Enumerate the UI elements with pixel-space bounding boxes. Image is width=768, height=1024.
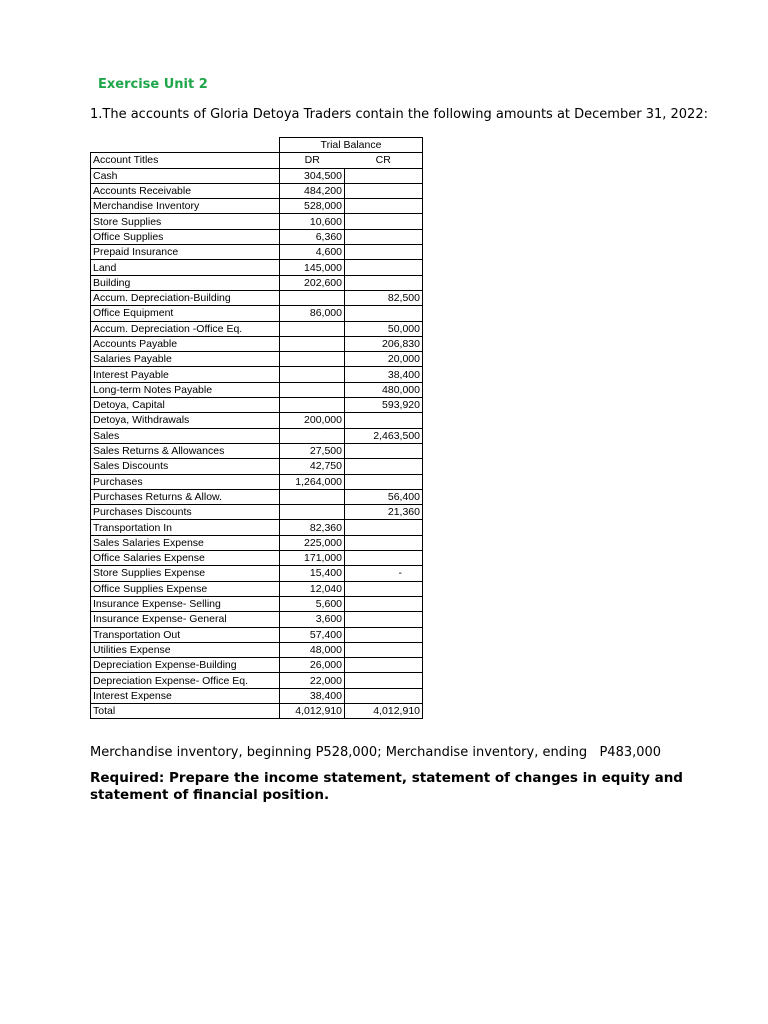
table-row xyxy=(91,474,423,489)
inventory-note: Merchandise inventory, beginning P528,000; Merchandise inventory, ending P483,000 xyxy=(90,745,662,760)
credit-cell xyxy=(345,535,423,550)
credit-cell xyxy=(345,260,423,275)
account-title-cell: Merchandise Inventory xyxy=(91,199,280,214)
credit-cell xyxy=(345,612,423,627)
credit-cell xyxy=(345,688,423,703)
debit-cell: 15,400 xyxy=(280,566,345,581)
trial-balance-table xyxy=(90,137,423,719)
table-row xyxy=(91,581,423,596)
table-row xyxy=(91,489,423,504)
table-row xyxy=(91,367,423,382)
table-row xyxy=(91,612,423,627)
table-row xyxy=(91,245,423,260)
table-row xyxy=(91,260,423,275)
table-row xyxy=(91,199,423,214)
credit-cell: 38,400 xyxy=(345,367,423,382)
credit-cell xyxy=(345,658,423,673)
credit-cell: 4,012,910 xyxy=(345,703,423,718)
debit-cell: 82,360 xyxy=(280,520,345,535)
debit-cell xyxy=(280,428,345,443)
account-title-cell: Sales xyxy=(91,428,280,443)
debit-cell xyxy=(280,290,345,305)
table-row xyxy=(91,352,423,367)
table-row xyxy=(91,459,423,474)
account-title-cell: Accounts Payable xyxy=(91,336,280,351)
account-title-cell: Building xyxy=(91,275,280,290)
credit-cell xyxy=(345,642,423,657)
credit-cell xyxy=(345,183,423,198)
account-title-cell: Office Salaries Expense xyxy=(91,551,280,566)
credit-cell: 206,830 xyxy=(345,336,423,351)
debit-cell xyxy=(280,398,345,413)
debit-cell: 6,360 xyxy=(280,229,345,244)
debit-cell: 4,600 xyxy=(280,245,345,260)
credit-cell xyxy=(345,443,423,458)
debit-cell: 200,000 xyxy=(280,413,345,428)
credit-cell xyxy=(345,596,423,611)
account-title-cell: Land xyxy=(91,260,280,275)
table-row xyxy=(91,703,423,718)
debit-cell: 27,500 xyxy=(280,443,345,458)
cr-column-header: CR xyxy=(345,153,423,168)
debit-cell: 202,600 xyxy=(280,275,345,290)
table-row xyxy=(91,229,423,244)
debit-cell: 38,400 xyxy=(280,688,345,703)
table-row xyxy=(91,413,423,428)
credit-cell: 20,000 xyxy=(345,352,423,367)
account-title-cell: Salaries Payable xyxy=(91,352,280,367)
debit-cell: 26,000 xyxy=(280,658,345,673)
table-row xyxy=(91,428,423,443)
debit-cell: 304,500 xyxy=(280,168,345,183)
debit-cell xyxy=(280,505,345,520)
table-row xyxy=(91,658,423,673)
table-row xyxy=(91,596,423,611)
table-row xyxy=(91,642,423,657)
account-title-cell: Cash xyxy=(91,168,280,183)
account-title-cell: Transportation Out xyxy=(91,627,280,642)
debit-cell: 4,012,910 xyxy=(280,703,345,718)
table-row xyxy=(91,168,423,183)
debit-cell xyxy=(280,382,345,397)
required-instruction: Required: Prepare the income statement, statement of changes in equity and statement of financial position. xyxy=(90,770,683,803)
account-title-cell: Accum. Depreciation -Office Eq. xyxy=(91,321,280,336)
account-title-cell: Transportation In xyxy=(91,520,280,535)
credit-cell: 480,000 xyxy=(345,382,423,397)
account-title-cell: Depreciation Expense-Building xyxy=(91,658,280,673)
debit-cell: 145,000 xyxy=(280,260,345,275)
table-row xyxy=(91,306,423,321)
account-titles-header: Account Titles xyxy=(91,153,280,168)
debit-cell: 5,600 xyxy=(280,596,345,611)
debit-cell: 48,000 xyxy=(280,642,345,657)
account-title-cell: Accounts Receivable xyxy=(91,183,280,198)
account-title-cell: Sales Discounts xyxy=(91,459,280,474)
table-row xyxy=(91,321,423,336)
credit-cell xyxy=(345,581,423,596)
trial-balance-group-header-row xyxy=(91,138,423,153)
dr-column-header: DR xyxy=(280,153,345,168)
problem-intro: 1.The accounts of Gloria Detoya Traders contain the following amounts at December 31, 2022: xyxy=(90,107,708,122)
account-title-cell: Office Supplies xyxy=(91,229,280,244)
column-header-row xyxy=(91,153,423,168)
account-title-cell: Accum. Depreciation-Building xyxy=(91,290,280,305)
debit-cell: 22,000 xyxy=(280,673,345,688)
debit-cell: 86,000 xyxy=(280,306,345,321)
credit-cell xyxy=(345,275,423,290)
table-row xyxy=(91,443,423,458)
exercise-heading: Exercise Unit 2 xyxy=(98,77,208,92)
credit-cell: 2,463,500 xyxy=(345,428,423,443)
account-title-cell: Interest Expense xyxy=(91,688,280,703)
table-row xyxy=(91,566,423,581)
table-row xyxy=(91,382,423,397)
table-row xyxy=(91,290,423,305)
credit-cell: - xyxy=(345,566,423,581)
table-row xyxy=(91,673,423,688)
account-title-cell: Sales Salaries Expense xyxy=(91,535,280,550)
header-spacer xyxy=(91,138,280,153)
credit-cell xyxy=(345,245,423,260)
table-row xyxy=(91,627,423,642)
table-row xyxy=(91,551,423,566)
debit-cell xyxy=(280,489,345,504)
debit-cell xyxy=(280,367,345,382)
debit-cell: 484,200 xyxy=(280,183,345,198)
debit-cell: 10,600 xyxy=(280,214,345,229)
debit-cell xyxy=(280,336,345,351)
debit-cell xyxy=(280,352,345,367)
credit-cell xyxy=(345,168,423,183)
account-title-cell: Total xyxy=(91,703,280,718)
debit-cell: 3,600 xyxy=(280,612,345,627)
table-row xyxy=(91,336,423,351)
account-title-cell: Detoya, Withdrawals xyxy=(91,413,280,428)
account-title-cell: Long-term Notes Payable xyxy=(91,382,280,397)
table-row xyxy=(91,520,423,535)
credit-cell xyxy=(345,214,423,229)
credit-cell: 56,400 xyxy=(345,489,423,504)
table-row xyxy=(91,398,423,413)
debit-cell: 171,000 xyxy=(280,551,345,566)
table-row xyxy=(91,535,423,550)
account-title-cell: Utilities Expense xyxy=(91,642,280,657)
credit-cell xyxy=(345,673,423,688)
account-title-cell: Store Supplies Expense xyxy=(91,566,280,581)
debit-cell: 225,000 xyxy=(280,535,345,550)
debit-cell: 42,750 xyxy=(280,459,345,474)
account-title-cell: Office Supplies Expense xyxy=(91,581,280,596)
credit-cell: 50,000 xyxy=(345,321,423,336)
credit-cell: 21,360 xyxy=(345,505,423,520)
table-row xyxy=(91,505,423,520)
credit-cell: 82,500 xyxy=(345,290,423,305)
credit-cell xyxy=(345,520,423,535)
credit-cell xyxy=(345,199,423,214)
account-title-cell: Office Equipment xyxy=(91,306,280,321)
debit-cell: 528,000 xyxy=(280,199,345,214)
credit-cell xyxy=(345,413,423,428)
table-row xyxy=(91,214,423,229)
table-row xyxy=(91,183,423,198)
credit-cell xyxy=(345,459,423,474)
credit-cell xyxy=(345,474,423,489)
table-row xyxy=(91,688,423,703)
account-title-cell: Detoya, Capital xyxy=(91,398,280,413)
credit-cell xyxy=(345,627,423,642)
account-title-cell: Purchases xyxy=(91,474,280,489)
table-row xyxy=(91,275,423,290)
credit-cell: 593,920 xyxy=(345,398,423,413)
account-title-cell: Purchases Discounts xyxy=(91,505,280,520)
account-title-cell: Interest Payable xyxy=(91,367,280,382)
account-title-cell: Insurance Expense- General xyxy=(91,612,280,627)
account-title-cell: Prepaid Insurance xyxy=(91,245,280,260)
credit-cell xyxy=(345,551,423,566)
debit-cell: 12,040 xyxy=(280,581,345,596)
credit-cell xyxy=(345,306,423,321)
trial-balance-header: Trial Balance xyxy=(280,138,423,153)
account-title-cell: Depreciation Expense- Office Eq. xyxy=(91,673,280,688)
account-title-cell: Insurance Expense- Selling xyxy=(91,596,280,611)
account-title-cell: Store Supplies xyxy=(91,214,280,229)
debit-cell: 1,264,000 xyxy=(280,474,345,489)
credit-cell xyxy=(345,229,423,244)
debit-cell: 57,400 xyxy=(280,627,345,642)
account-title-cell: Purchases Returns & Allow. xyxy=(91,489,280,504)
debit-cell xyxy=(280,321,345,336)
account-title-cell: Sales Returns & Allowances xyxy=(91,443,280,458)
